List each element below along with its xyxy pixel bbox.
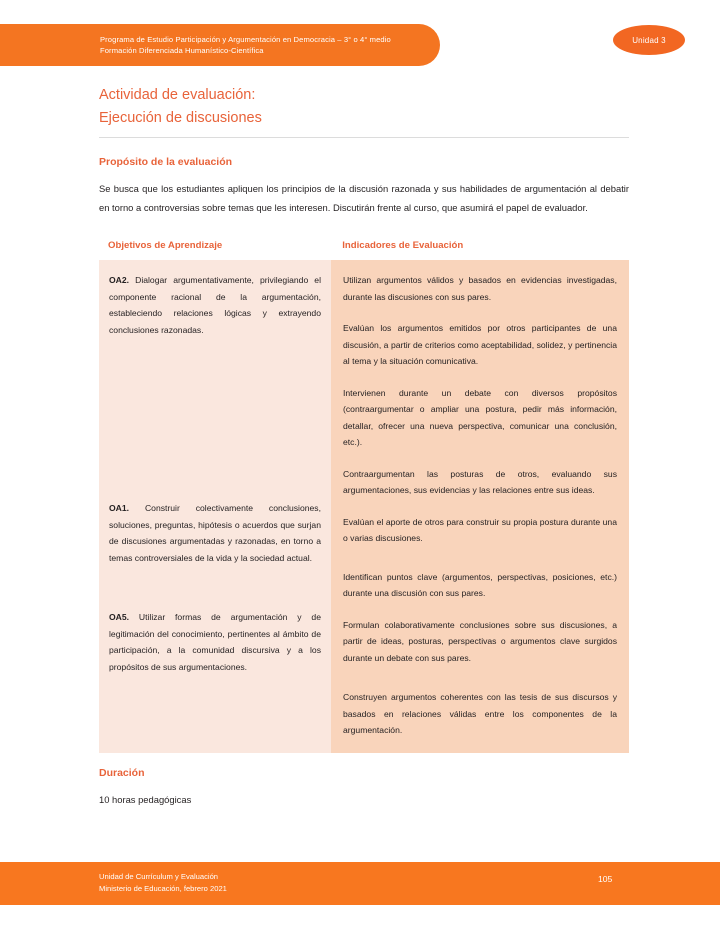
objective-oa5 [109,609,321,675]
indicator-item: Contraargumentan las posturas de otros, evaluando sus argumentaciones, sus evidencias y las relaciones entre sus ideas. [343,468,617,495]
table-column-objetivos [99,260,331,753]
footer-text [99,871,227,905]
objective-code-oa1: OA1. [109,503,130,513]
page-title-line-1: Actividad de evaluación: [99,87,256,103]
table-header-indicadores: Indicadores de Evaluación [342,240,464,251]
duration-heading: Duración [99,766,145,779]
indicator-item: Construyen argumentos coherentes con las tesis de sus discursos y basados en relaciones válidas entre los componentes de la argumentación. [343,692,617,735]
objective-spacer-1 [109,353,321,500]
indicator-group-oa1 [343,569,617,667]
title-divider [99,137,629,138]
indicator-group-oa5 [343,689,617,739]
page-footer-bar [0,862,720,905]
objective-code-oa5: OA5. [109,612,130,622]
purpose-heading: Propósito de la evaluación [99,156,233,168]
indicator-item: Utilizan argumentos válidos y basados en evidencias investigadas, durante las discusiones con sus pares. [343,275,617,302]
objectives-indicators-table [99,240,629,753]
footer-line-1: Unidad de Currículum y Evaluación [99,872,219,881]
purpose-paragraph: Se busca que los estudiantes apliquen los principios de la discusión razonada y sus habilidades de argumentación al debatir en torno a controversias sobre temas que les interesen. Discutirán frente al curso, que asumirá el papel de evaluador. [99,183,629,213]
objective-text-oa5: Utilizar formas de argumentación y de legitimación del conocimiento, pertinentes al ámbito de participación, a la comunidad discursiva y a los propósitos de sus argumentaciones. [109,612,321,672]
table-body [99,260,629,753]
objective-text-oa1: Construir colectivamente conclusiones, soluciones, preguntas, hipótesis o acuerdos que surjan de discusiones argumentadas y razonadas, en torno a temas controversiales de la vida y la sociedad actual. [109,503,321,563]
objective-spacer-2 [109,581,321,609]
objective-text-oa2: Dialogar argumentativamente, privilegiando el componente racional de la argumentación, estableciendo relaciones lógicas y extrayendo conclusiones razonadas. [109,275,321,335]
table-header-row [99,240,629,260]
page-number: 105 [598,874,613,884]
page-content [99,0,629,809]
table-column-indicadores [331,260,629,753]
indicator-item: Identifican puntos clave (argumentos, perspectivas, posiciones, etc.) durante una discusión con sus pares. [343,571,617,598]
indicator-group-oa2 [343,272,617,547]
objective-oa1 [109,500,321,566]
duration-text: 10 horas pedagógicas [99,793,192,805]
footer-line-2: Ministerio de Educación, febrero 2021 [99,883,227,893]
indicator-item: Intervienen durante un debate con diversos propósitos (contraargumentar o ampliar una postura, pedir más información, detallar, ofrecer una nueva perspectiva, comunicar una conclusión, etc.). [343,387,617,447]
indicator-item: Formulan colaborativamente conclusiones sobre sus discusiones, a partir de ideas, posturas, perspectivas o argumentos clave surgidos durante un debate con sus pares. [343,619,617,663]
header-program-line-1: Programa de Estudio Participación y Argumentación en Democracia – 3° o 4° medio [100,34,391,44]
objective-oa2 [109,272,321,338]
unit-badge: Unidad 3 [613,25,685,55]
page-title-line-2: Ejecución de discusiones [99,110,262,126]
table-header-objetivos: Objetivos de Aprendizaje [108,240,223,251]
indicator-item: Evalúan el aporte de otros para construir su propia postura durante una o varias discusiones. [343,516,617,543]
page-title [99,84,629,138]
objective-code-oa2: OA2. [109,275,130,285]
indicator-item: Evalúan los argumentos emitidos por otros participantes de una discusión, a partir de criterios como aceptabilidad, solidez, y pertinencia al tema y la situación comunicativa. [343,323,617,366]
header-program-line-2: Formación Diferenciada Humanístico-Científica [100,46,264,55]
